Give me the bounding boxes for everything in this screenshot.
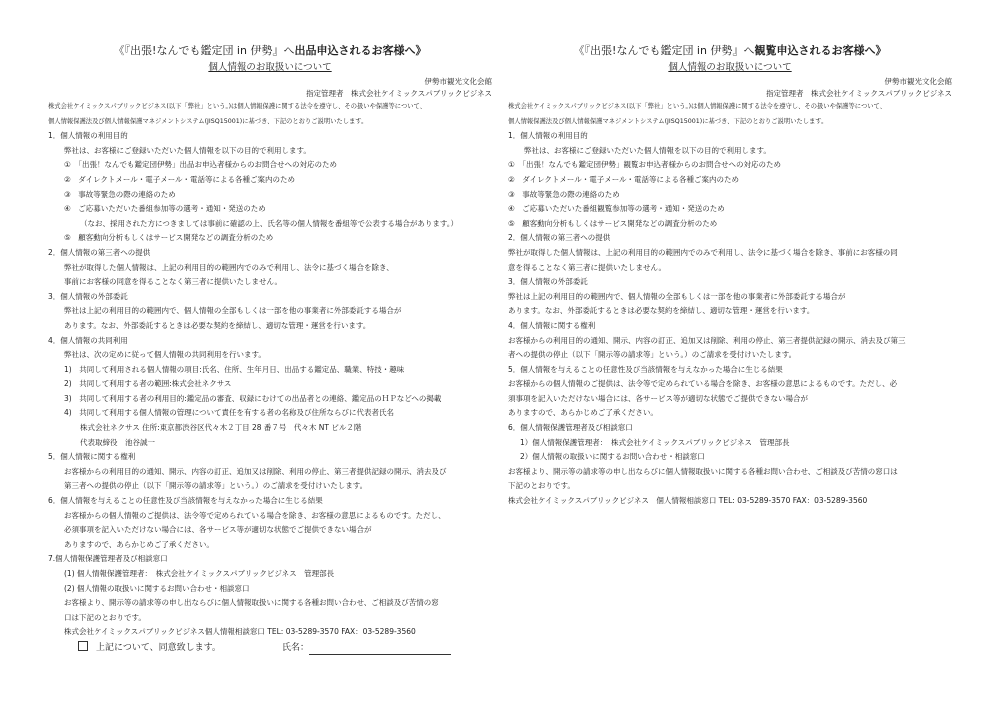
left-body	[48, 100, 492, 640]
left-text-line: 4．個人情報の共同利用	[48, 335, 128, 345]
left-text-line: 第三者への提供の停止（以下「開示等の請求等」という。）のご請求を受付けいたします。	[64, 481, 368, 491]
left-text-line: ④ ご応募いただいた番組参加等の選考・通知・発送のため	[64, 204, 266, 214]
right-text-line: ありますので、あらかじめご了承ください。	[508, 408, 658, 418]
right-text-line: あります。なお、外部委託するときは必要な契約を締結し、適切な管理・運営を行います。	[508, 306, 815, 316]
left-org-name: 伊勢市観光文化会館	[424, 77, 492, 86]
left-subtitle: 個人情報のお取扱いについて	[208, 62, 332, 73]
right-org-name: 伊勢市観光文化会館	[884, 77, 952, 86]
left-text-line: お客様からの個人情報のご提供は、法令等で定められている場合を除き、お客様の意思によるものです。ただし、	[64, 510, 446, 520]
name-input-line[interactable]	[309, 643, 451, 655]
left-text-line: 1) 共同して利用される個人情報の項目:氏名、住所、生年月日、出品する鑑定品、職業、特技・趣味	[64, 364, 405, 374]
left-text-line: ③ 事故等緊急の際の連絡のため	[64, 189, 176, 199]
left-text-line: 4) 共同して利用する個人情報の管理について責任を有する者の名称及び住所ならびに代表者氏名	[64, 408, 395, 418]
left-text-line: あります。なお、外部委託するときは必要な契約を締結し、適切な管理・運営を行います。	[64, 320, 371, 330]
right-org-manager: 指定管理者 株式会社ケイミックスパブリックビジネス	[766, 89, 952, 98]
consent-checkbox-row[interactable]	[78, 641, 221, 655]
left-text-line: お客様からの利用目的の通知、開示、内容の訂正、追加又は削除、利用の停止、第三者提供記録の開示、消去及び	[64, 466, 447, 476]
left-text-line: ② ダイレクトメール・電子メール・電話等による各種ご案内のため	[64, 174, 296, 184]
right-text-line: ① 「出張！なんでも鑑定団伊勢」観覧お申込者様からのお問合せへの対応のため	[508, 160, 781, 170]
right-text-line: ⑤ 顧客動向分析もしくはサービス開発などの調査分析のため	[508, 218, 718, 228]
right-title	[508, 44, 952, 58]
right-text-line: 弊社は上記の利用目的の範囲内で、個人情報の全部もしくは一部を他の事業者に外部委託する場合が	[508, 291, 846, 301]
right-body	[508, 100, 952, 509]
left-text-line: 6．個人情報を与えることの任意性及び当該情報を与えなかった場合に生じる結果	[48, 496, 323, 506]
left-text-line: 弊社は、次の定めに従って個人情報の共同利用を行います。	[64, 350, 266, 360]
left-text-line: 弊社は、お客様にご登録いただいた個人情報を以下の目的で利用します。	[64, 145, 311, 155]
left-text-line: 事前にお客様の同意を得ることなく第三者に提供いたしません。	[64, 277, 282, 287]
left-text-line: 弊社は上記の利用目的の範囲内で、個人情報の全部もしくは一部を他の事業者に外部委託する場合が	[64, 306, 402, 316]
name-field[interactable]	[282, 641, 451, 655]
right-text-line: 2．個人情報の第三者への提供	[508, 233, 611, 243]
left-title	[48, 44, 492, 58]
left-text-line: 個人情報保護法及び個人情報保護マネジメントシステム(JISQ15001)に基づき、下記のとおりご説明いたします。	[48, 117, 368, 125]
left-title-a: 《『出張!なんでも鑑定団 in 伊勢』へ	[113, 44, 295, 57]
left-text-line: （なお、採用された方につきましては事前に確認の上、氏名等の個人情報を番組等で公表する場合があります。）	[80, 218, 458, 228]
right-text-line: 個人情報保護法及び個人情報保護マネジメントシステム(JISQ15001)に基づき、下記のとおりご説明いたします。	[508, 117, 828, 125]
left-org-manager: 指定管理者 株式会社ケイミックスパブリックビジネス	[306, 89, 492, 98]
right-text-line: ② ダイレクトメール・電子メール・電話等による各種ご案内のため	[508, 174, 740, 184]
right-text-line: 者への提供の停止（以下「開示等の請求等」という。）のご請求を受付けいたします。	[508, 350, 797, 360]
left-text-line: 3．個人情報の外部委託	[48, 291, 128, 301]
left-notice	[48, 44, 492, 640]
right-text-line: お客様より、開示等の請求等の申し出ならびに個人情報取扱いに関する各種お問い合わせ、ご相談及び苦情の窓口は	[508, 466, 898, 476]
right-text-line: お客様からの利用目的の通知、開示、内容の訂正、追加又は削除、利用の停止、第三者提供記録の開示、消去及び第三	[508, 335, 906, 345]
right-text-line: 株式会社ケイミックスパブリックビジネス 個人情報相談窓口 TEL: 03-5289-3570 FAX：03-5289-3560	[508, 496, 868, 506]
left-text-line: 株式会社ケイミックスパブリックビジネス個人情報相談窓口 TEL: 03-5289-3570 FAX：03-5289-3560	[64, 627, 416, 637]
left-text-line: 代表取締役 池谷誠一	[80, 437, 155, 447]
left-text-line: (2) 個人情報の取扱いに関するお問い合わせ・相談窓口	[64, 583, 250, 593]
left-text-line: ありますので、あらかじめご了承ください。	[64, 539, 214, 549]
right-text-line: 2）個人情報の取扱いに関するお問い合わせ・相談窓口	[520, 452, 705, 462]
left-text-line: 株式会社ケイミックスパブリックビジネス(以下「弊社」という。)は個人情報保護に関する法令を遵守し、その扱いや保護等について、	[48, 103, 427, 110]
left-text-line: 2) 共同して利用する者の範囲:株式会社ネクサス	[64, 379, 232, 389]
right-text-line: 弊社が取得した個人情報は、上記の利用目的の範囲内でのみで利用し、法令に基づく場合を除き、事前にお客様の同	[508, 247, 898, 257]
left-text-line: 3) 共同して利用する者の利用目的:鑑定品の審査、収録にむけての出品者との連絡、鑑定品のＨＰなどへの掲載	[64, 393, 442, 403]
left-text-line: ⑤ 顧客動向分析もしくはサービス開発などの調査分析のため	[64, 233, 274, 243]
left-text-line: (1) 個人情報保護管理者： 株式会社ケイミックスパブリックビジネス 管理部長	[64, 569, 335, 578]
left-text-line: 株式会社ネクサス 住所:東京都渋谷区代々木２丁目 28 番７号 代々木 NT ビル２階	[80, 423, 362, 433]
right-text-line: ③ 事故等緊急の際の連絡のため	[508, 189, 620, 199]
left-text-line: 口は下記のとおりです。	[64, 612, 146, 622]
right-text-line: 5．個人情報を与えることの任意性及び当該情報を与えなかった場合に生じる結果	[508, 364, 783, 374]
left-text-line: 2．個人情報の第三者への提供	[48, 247, 151, 257]
right-text-line: 須事項を記入いただけない場合には、各サービス等が適切な状態でご提供できない場合が	[508, 393, 808, 403]
right-title-a: 《『出張!なんでも鑑定団 in 伊勢』へ	[573, 44, 755, 57]
left-text-line: 7.個人情報保護管理者及び相談窓口	[48, 554, 168, 564]
consent-checkbox[interactable]	[78, 641, 88, 651]
right-text-line: 株式会社ケイミックスパブリックビジネス(以下「弊社」という。)は個人情報保護に関する法令を遵守し、その扱いや保護等について、	[508, 103, 887, 110]
right-notice	[508, 44, 952, 509]
right-text-line: 1．個人情報の利用目的	[508, 131, 588, 141]
right-text-line: 6．個人情報保護管理者及び相談窓口	[508, 423, 633, 433]
right-text-line: 4．個人情報に関する権利	[508, 320, 596, 330]
right-text-line: 1）個人情報保護管理者： 株式会社ケイミックスパブリックビジネス 管理部長	[520, 437, 790, 447]
right-text-line: 下記のとおりです。	[508, 481, 575, 491]
left-text-line: 1．個人情報の利用目的	[48, 131, 128, 141]
right-text-line: 弊社は、お客様にご登録いただいた個人情報を以下の目的で利用します。	[524, 145, 771, 155]
right-subtitle: 個人情報のお取扱いについて	[668, 62, 792, 73]
consent-label: 上記について、同意致します。	[96, 643, 221, 653]
left-text-line: ① 「出張！なんでも鑑定団伊勢」出品お申込者様からのお問合せへの対応のため	[64, 160, 337, 170]
right-text-line: 意を得ることなく第三者に提供いたしません。	[508, 262, 666, 272]
right-text-line: 3．個人情報の外部委託	[508, 277, 588, 287]
name-label: 氏名：	[282, 643, 310, 653]
left-text-line: 5．個人情報に関する権利	[48, 452, 136, 462]
left-title-b: 出品申込されるお客様へ》	[294, 44, 427, 57]
left-text-line: 弊社が取得した個人情報は、上記の利用目的の範囲内でのみで利用し、法令に基づく場合を除き、	[64, 262, 394, 272]
left-text-line: 必須事項を記入いただけない場合には、各サービス等が適切な状態でご提供できない場合が	[64, 525, 372, 535]
left-text-line: お客様より、開示等の請求等の申し出ならびに個人情報取扱いに関する各種お問い合わせ、ご相談及び苦情の窓	[64, 598, 439, 608]
right-text-line: ④ ご応募いただいた番組観覧参加等の選考・通知・発送のため	[508, 204, 725, 214]
right-title-b: 観覧申込されるお客様へ》	[754, 44, 887, 57]
right-text-line: お客様からの個人情報のご提供は、法令等で定められている場合を除き、お客様の意思によるものです。ただし、必	[508, 379, 898, 389]
